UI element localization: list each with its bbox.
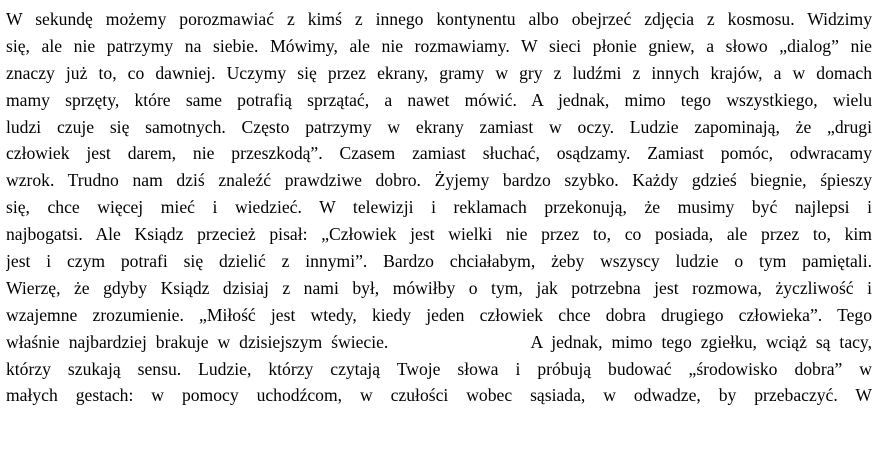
text-line: wzrok. Trudno nam dziś znaleźć prawdziwe dobro. Żyjemy bardzo szybko. Każdy gdzieś biegnie, śpieszy — [6, 170, 872, 191]
text-line: W sekundę możemy porozmawiać z kimś z innego kontynentu albo obejrzeć zdjęcia z kosmosu. Widzimy — [6, 9, 872, 29]
text-line: Wierzę, że gdyby Ksiądz dzisiaj z nami był, mówiłby o tym, jak potrzebna jest rozmowa, życzliwość i — [6, 277, 872, 298]
text-line: właśnie najbardziej brakuje w dzisiejszym świecie. A jednak, mimo tego zgiełku, wciąż są tacy, — [6, 331, 872, 352]
text-line: mamy sprzęty, które same potrafią sprzątać, a nawet mówić. A jednak, mimo tego wszystkiego, wielu — [6, 89, 872, 110]
text-line: małych gestach: w pomocy uchodźcom, w czułości wobec sąsiada, w odwadze, by przebaczyć. W — [6, 385, 872, 406]
text-line: wzajemne zrozumienie. „Miłość jest wtedy, kiedy jeden człowiek chce dobra drugiego człowieka”. Tego — [6, 304, 872, 325]
text-line: którzy szukają sensu. Ludzie, którzy czytają Twoje słowa i próbują budować „środowisko dobra” w — [6, 358, 872, 379]
text-line: się, chce więcej mieć i wiedzieć. W telewizji i reklamach przekonują, że musimy być najlepsi i — [6, 197, 872, 218]
document-page — [6, 6, 872, 409]
text-line: znaczy już to, co dawniej. Uczymy się przez ekrany, gramy w gry z ludźmi z innych krajów, a w domach — [6, 62, 872, 83]
text-line: jest i czym potrafi się dzielić z innymi”. Bardzo chciałabym, żeby wszyscy ludzie o tym pamiętali. — [6, 251, 872, 272]
text-line: się, ale nie patrzymy na siebie. Mówimy, ale nie rozmawiamy. W sieci płonie gniew, a słowo „dialog” nie — [6, 35, 872, 56]
text-line: człowiek jest darem, nie przeszkodą”. Czasem zamiast słuchać, osądzamy. Zamiast pomóc, odwracamy — [6, 143, 872, 164]
text-line: najbogatsi. Ale Ksiądz przecież pisał: „Człowiek jest wielki nie przez to, co posiada, ale przez to, kim — [6, 224, 872, 245]
text-line: ludzi czuje się samotnych. Często patrzymy w ekrany zamiast w oczy. Ludzie zapominają, że „drugi — [6, 116, 872, 137]
